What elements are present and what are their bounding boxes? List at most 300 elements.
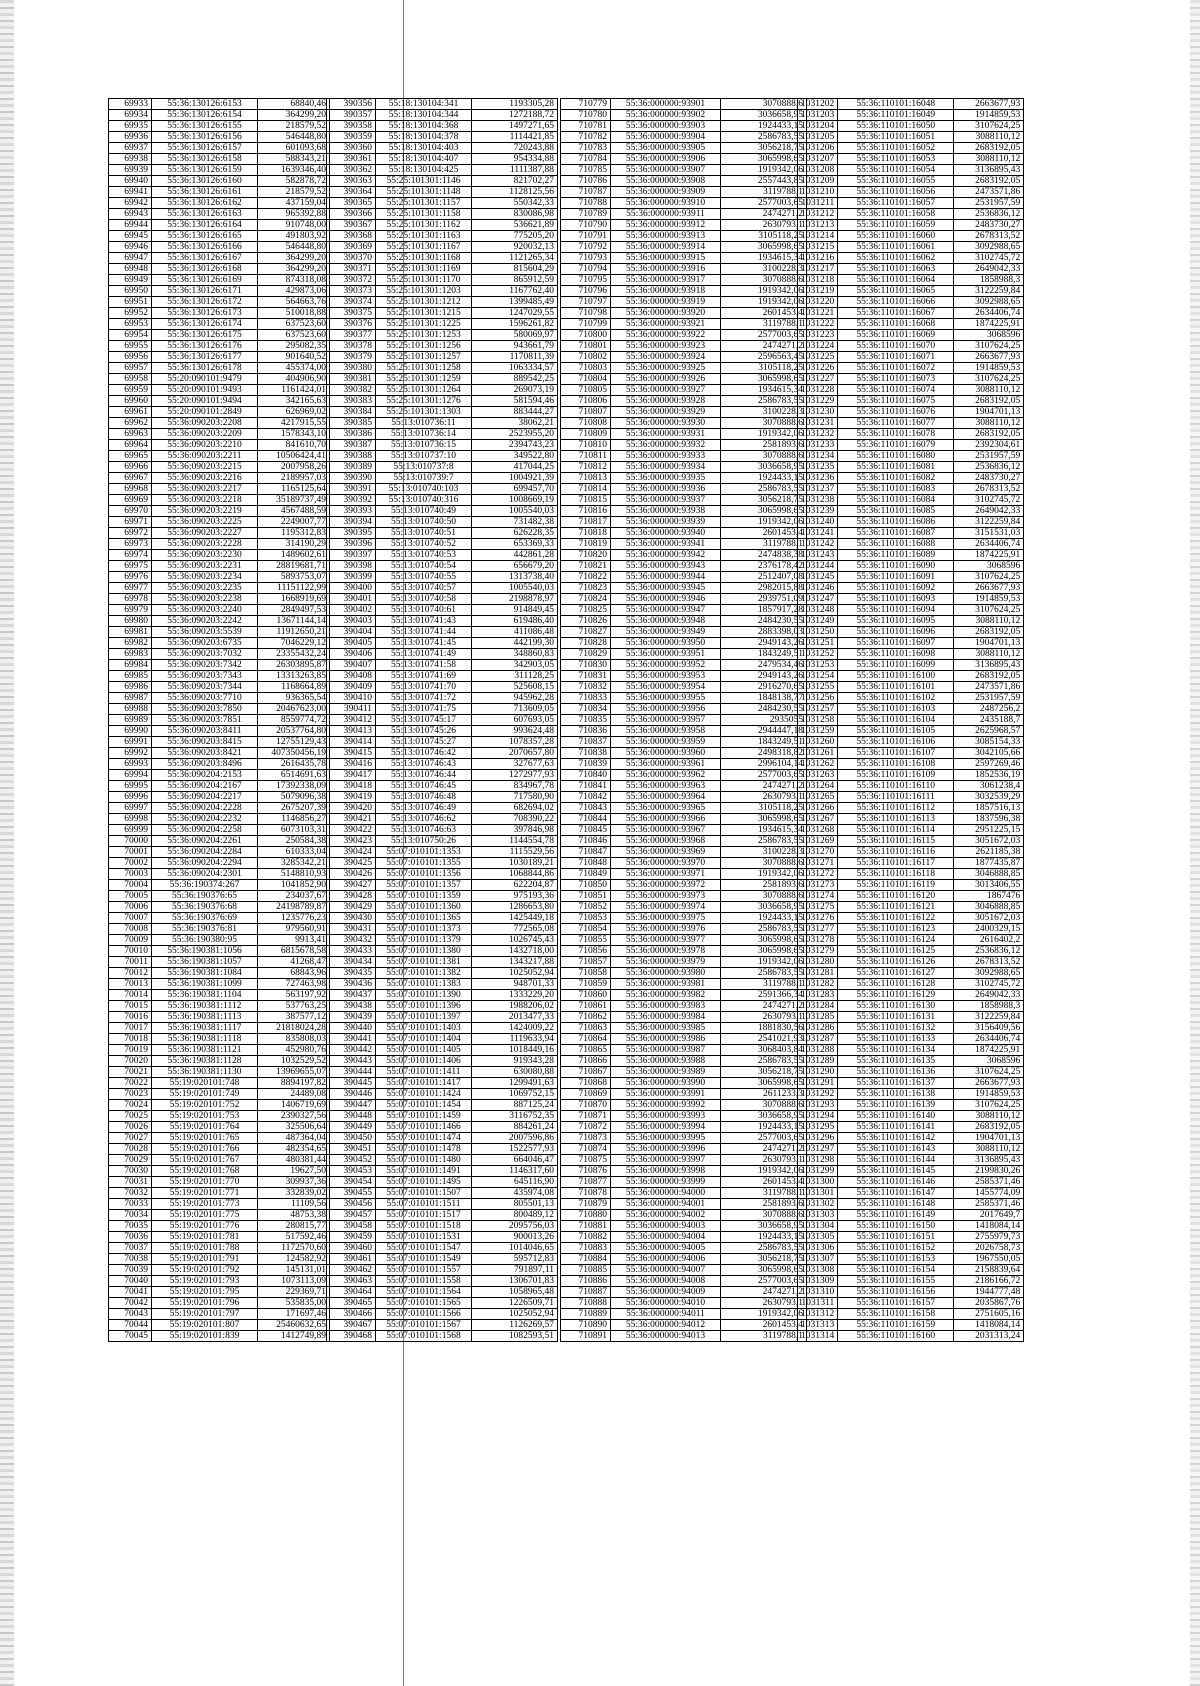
row-number: 710793 [561,253,611,264]
row-number: 1031284 [798,1001,838,1012]
cadastral-value: 3085154,33 [954,737,1024,748]
row-number: 1031250 [798,627,838,638]
table-row [327,451,558,462]
row-number: 69964 [109,440,152,451]
row-number: 390415 [327,748,376,759]
row-number: 1031253 [798,660,838,671]
row-number: 69950 [109,286,152,297]
table-row [109,1177,330,1188]
row-number: 390378 [327,341,376,352]
row-number: 69987 [109,693,152,704]
table-row [561,869,807,880]
row-number: 390407 [327,660,376,671]
table-row [109,1012,330,1023]
table-row [109,550,330,561]
cadastral-number: 55:13:010741:70 [376,682,472,693]
row-number: 70043 [109,1309,152,1320]
cadastral-number: 55:36:130126:6163 [152,209,258,220]
row-number: 69948 [109,264,152,275]
cadastral-number: 55:36:130126:6153 [152,99,258,110]
cadastral-number: 55:36:110101:16087 [838,528,954,539]
row-number: 390447 [327,1100,376,1111]
row-number: 1031307 [798,1254,838,1265]
cadastral-number: 55:36:090203:2234 [152,572,258,583]
table-row [327,704,558,715]
cadastral-value: 435974,08 [472,1188,558,1199]
cadastral-number: 55:13:010746:62 [376,814,472,825]
row-number: 1031298 [798,1155,838,1166]
cadastral-number: 55:36:000000:94006 [611,1254,721,1265]
cadastral-value: 1121265,34 [472,253,558,264]
row-number: 1031308 [798,1265,838,1276]
table-row [109,671,330,682]
row-number: 1031279 [798,946,838,957]
cadastral-value: 3088110,12 [954,385,1024,396]
row-number: 69967 [109,473,152,484]
table-row [327,209,558,220]
cadastral-number: 55:36:000000:93984 [611,1012,721,1023]
row-number: 69940 [109,176,152,187]
cadastral-value: 2683192,05 [954,176,1024,187]
row-number: 390451 [327,1144,376,1155]
cadastral-number: 55:36:090203:8421 [152,748,258,759]
table-row [327,176,558,187]
cadastral-number: 55:36:130126:6178 [152,363,258,374]
cadastral-value: 821702,27 [472,176,558,187]
cadastral-value: 145131,01 [258,1265,330,1276]
table-row [561,1331,807,1342]
cadastral-value: 1026745,43 [472,935,558,946]
cadastral-number: 55:18:130104:341 [376,99,472,110]
row-number: 1031268 [798,825,838,836]
cadastral-number: 55:07:010101:1382 [376,968,472,979]
cadastral-value: 3119788,1 [721,319,807,330]
cadastral-number: 55:36:000000:93980 [611,968,721,979]
cadastral-value: 948701,33 [472,979,558,990]
cadastral-value: 2523955,20 [472,429,558,440]
table-row [109,880,330,891]
cadastral-value: 411086,48 [472,627,558,638]
cadastral-number: 55:36:000000:94004 [611,1232,721,1243]
row-number: 70022 [109,1078,152,1089]
table-row [798,209,1024,220]
row-number: 69998 [109,814,152,825]
table-row [109,528,330,539]
row-number: 710870 [561,1100,611,1111]
row-number: 1031202 [798,99,838,110]
cadastral-value: 1919342,06 [721,517,807,528]
row-number: 1031216 [798,253,838,264]
row-number: 390453 [327,1166,376,1177]
row-number: 69984 [109,660,152,671]
cadastral-value: 2601453,4 [721,1320,807,1331]
row-number: 710863 [561,1023,611,1034]
cadastral-value: 1432718,00 [472,946,558,957]
cadastral-value: 2683192,05 [954,429,1024,440]
cadastral-number: 55:36:110101:16107 [838,748,954,759]
table-row [327,1122,558,1133]
table-row [561,385,807,396]
cadastral-value: 1424009,22 [472,1023,558,1034]
table-row [327,1056,558,1067]
cadastral-value: 17392338,09 [258,781,330,792]
cadastral-value: 404906,90 [258,374,330,385]
table-row [109,1001,330,1012]
cadastral-value: 23355432,24 [258,649,330,660]
row-number: 710816 [561,506,611,517]
table-row [561,352,807,363]
cadastral-number: 55:36:000000:93908 [611,176,721,187]
cadastral-number: 55:07:010101:1406 [376,1056,472,1067]
table-row [327,836,558,847]
cadastral-value: 342903,05 [472,660,558,671]
cadastral-value: 1934615,34 [721,253,807,264]
row-number: 710807 [561,407,611,418]
cadastral-number: 55:36:090204:2167 [152,781,258,792]
table-row [798,649,1024,660]
cadastral-number: 55:36:090203:2230 [152,550,258,561]
table-row [798,1254,1024,1265]
table-row [327,1232,558,1243]
cadastral-value: 2095756,03 [472,1221,558,1232]
row-number: 390459 [327,1232,376,1243]
cadastral-number: 55:25:101301:1264 [376,385,472,396]
cadastral-number: 55:25:101301:1157 [376,198,472,209]
row-number: 390467 [327,1320,376,1331]
cadastral-value: 3122259,84 [954,286,1024,297]
row-number: 710803 [561,363,611,374]
row-number: 710795 [561,275,611,286]
table-row [561,297,807,308]
table-row [109,319,330,330]
cadastral-number: 55:36:110101:16134 [838,1045,954,1056]
table-row [561,1309,807,1320]
table-row [561,946,807,957]
table-row [798,165,1024,176]
row-number: 1031286 [798,1023,838,1034]
row-number: 69975 [109,561,152,572]
cadastral-number: 55:36:000000:93935 [611,473,721,484]
cadastral-value: 800489,12 [472,1210,558,1221]
cadastral-value: 407350456,19 [258,748,330,759]
row-number: 710868 [561,1078,611,1089]
table-row [327,1298,558,1309]
cadastral-value: 2474271,2 [721,1287,807,1298]
cadastral-number: 55:07:010101:1403 [376,1023,472,1034]
cadastral-number: 55:36:110101:16055 [838,176,954,187]
table-row [109,1089,330,1100]
table-row [327,495,558,506]
table-row [561,539,807,550]
cadastral-number: 55:36:090203:7032 [152,649,258,660]
row-number: 390425 [327,858,376,869]
table-row [561,1210,807,1221]
row-number: 710867 [561,1067,611,1078]
row-number: 710783 [561,143,611,154]
cadastral-value: 3105118,25 [721,231,807,242]
row-number: 710882 [561,1232,611,1243]
cadastral-value: 884261,24 [472,1122,558,1133]
cadastral-value: 2394743,23 [472,440,558,451]
row-number: 1031226 [798,363,838,374]
cadastral-number: 55:19:020101:776 [152,1221,258,1232]
table-row [109,462,330,473]
cadastral-number: 55:36:110101:16149 [838,1210,954,1221]
cadastral-value: 311128,25 [472,671,558,682]
cadastral-value: 1924433,15 [721,913,807,924]
table-row [798,572,1024,583]
cadastral-number: 55:36:000000:93986 [611,1034,721,1045]
cadastral-value: 2630793,1 [721,220,807,231]
cadastral-number: 55:07:010101:1355 [376,858,472,869]
row-number: 1031232 [798,429,838,440]
table-row [561,319,807,330]
row-number: 70009 [109,935,152,946]
row-number: 69968 [109,484,152,495]
row-number: 1031269 [798,836,838,847]
row-number: 390391 [327,484,376,495]
cadastral-number: 55:13:010746:48 [376,792,472,803]
cadastral-number: 55:36:110101:16050 [838,121,954,132]
table-row [109,1331,330,1342]
cadastral-number: 55:36:110101:16084 [838,495,954,506]
cadastral-value: 12755129,43 [258,737,330,748]
row-number: 1031305 [798,1232,838,1243]
cadastral-number: 55:36:090204:2284 [152,847,258,858]
cadastral-value: 1025052,94 [472,1309,558,1320]
table-row [561,671,807,682]
row-number: 710808 [561,418,611,429]
cadastral-value: 791897,11 [472,1265,558,1276]
table-row [798,583,1024,594]
row-number: 1031312 [798,1309,838,1320]
table-row [109,484,330,495]
cadastral-value: 2601453,4 [721,528,807,539]
table-row [561,495,807,506]
table-row [109,1210,330,1221]
cadastral-value: 2586783,55 [721,968,807,979]
cadastral-number: 55:36:000000:93969 [611,847,721,858]
table-row [798,913,1024,924]
cadastral-number: 55:36:000000:93973 [611,891,721,902]
table-row [109,242,330,253]
row-number: 1031227 [798,374,838,385]
table-row [798,781,1024,792]
cadastral-value: 2017649,7 [954,1210,1024,1221]
table-row [798,693,1024,704]
cadastral-value: 2751605,16 [954,1309,1024,1320]
table-row [109,1232,330,1243]
table-row [561,924,807,935]
table-row [109,1221,330,1232]
table-row [327,99,558,110]
cadastral-value: 841610,70 [258,440,330,451]
cadastral-value: 3105118,25 [721,803,807,814]
table-row [109,891,330,902]
table-row [109,451,330,462]
cadastral-number: 55:36:110101:16154 [838,1265,954,1276]
cadastral-number: 55:36:000000:93942 [611,550,721,561]
table-row [327,242,558,253]
row-number: 710805 [561,385,611,396]
cadastral-number: 55:36:090203:2210 [152,440,258,451]
row-number: 69954 [109,330,152,341]
row-number: 1031293 [798,1100,838,1111]
cadastral-value: 229369,71 [258,1287,330,1298]
table-row [798,286,1024,297]
cadastral-value: 979560,91 [258,924,330,935]
table-row [798,1276,1024,1287]
cadastral-value: 3136895,43 [954,660,1024,671]
row-number: 390380 [327,363,376,374]
cadastral-number: 55:36:110101:16124 [838,935,954,946]
cadastral-number: 55:36:110101:16091 [838,572,954,583]
cadastral-number: 55:07:010101:1558 [376,1276,472,1287]
table-row [109,209,330,220]
cadastral-number: 55:20:090101:9494 [152,396,258,407]
row-number: 1031252 [798,649,838,660]
table-row [798,462,1024,473]
cadastral-number: 55:07:010101:1549 [376,1254,472,1265]
cadastral-value: 2070657,80 [472,748,558,759]
row-number: 390388 [327,451,376,462]
cadastral-value: 1272977,93 [472,770,558,781]
table-row [561,176,807,187]
cadastral-value: 1170811,39 [472,352,558,363]
cadastral-value: 314190,29 [258,539,330,550]
table-row [109,748,330,759]
table-row [327,418,558,429]
cadastral-value: 2581893,6 [721,440,807,451]
cadastral-number: 55:36:110101:16049 [838,110,954,121]
row-number: 710850 [561,880,611,891]
cadastral-number: 55:36:110101:16116 [838,847,954,858]
cadastral-number: 55:36:000000:93992 [611,1100,721,1111]
row-number: 70005 [109,891,152,902]
cadastral-value: 1919342,06 [721,869,807,880]
table-row [327,1254,558,1265]
cadastral-number: 55:36:000000:93924 [611,352,721,363]
cadastral-number: 55:36:130126:6171 [152,286,258,297]
cadastral-number: 55:07:010101:1491 [376,1166,472,1177]
row-number: 1031208 [798,165,838,176]
row-number: 69976 [109,572,152,583]
cadastral-value: 2581893,6 [721,880,807,891]
table-row [798,957,1024,968]
cadastral-value: 3036658,95 [721,1111,807,1122]
row-number: 70031 [109,1177,152,1188]
row-number: 1031280 [798,957,838,968]
cadastral-number: 55:13:010741:58 [376,660,472,671]
cadastral-value: 6815678,58 [258,946,330,957]
cadastral-value: 772565,08 [472,924,558,935]
cadastral-number: 55:36:190381:1121 [152,1045,258,1056]
row-number: 390362 [327,165,376,176]
table-row [109,1188,330,1199]
cadastral-number: 55:19:020101:764 [152,1122,258,1133]
table-row [561,627,807,638]
row-number: 1031288 [798,1045,838,1056]
cadastral-value: 630080,88 [472,1067,558,1078]
cadastral-value: 2512407,08 [721,572,807,583]
row-number: 1031254 [798,671,838,682]
table-row [109,704,330,715]
table-row [109,165,330,176]
cadastral-number: 55:13:010740:53 [376,550,472,561]
table-row [327,682,558,693]
cadastral-number: 55:07:010101:1531 [376,1232,472,1243]
row-number: 69957 [109,363,152,374]
cadastral-value: 2484230,55 [721,704,807,715]
cadastral-number: 55:07:010101:1356 [376,869,472,880]
cadastral-value: 563197,92 [258,990,330,1001]
table-row [798,825,1024,836]
cadastral-number: 55:19:020101:768 [152,1166,258,1177]
cadastral-number: 55:25:101301:1257 [376,352,472,363]
cadastral-value: 2474271,2 [721,1144,807,1155]
row-number: 69990 [109,726,152,737]
table-row [561,781,807,792]
cadastral-number: 55:13:010741:49 [376,649,472,660]
table-row [798,1331,1024,1342]
cadastral-number: 55:36:000000:93994 [611,1122,721,1133]
cadastral-number: 55:19:020101:793 [152,1276,258,1287]
row-number: 390385 [327,418,376,429]
cadastral-value: 3070888,6 [721,99,807,110]
cadastral-number: 55:36:190381:1104 [152,990,258,1001]
row-number: 1031310 [798,1287,838,1298]
table-row [327,825,558,836]
cadastral-number: 55:36:110101:16106 [838,737,954,748]
table-row [327,1155,558,1166]
row-number: 69936 [109,132,152,143]
cadastral-number: 55:19:020101:781 [152,1232,258,1243]
row-number: 1031212 [798,209,838,220]
table-row [327,649,558,660]
cadastral-value: 1867476 [954,891,1024,902]
cadastral-number: 55:36:090203:2209 [152,429,258,440]
table-row [561,363,807,374]
cadastral-value: 954334,88 [472,154,558,165]
row-number: 69965 [109,451,152,462]
cadastral-value: 920032,13 [472,242,558,253]
cadastral-number: 55:36:000000:94012 [611,1320,721,1331]
cadastral-number: 55:36:110101:16155 [838,1276,954,1287]
cadastral-number: 55:36:190380:95 [152,935,258,946]
scan-edge-right [1190,0,1200,1686]
row-number: 390417 [327,770,376,781]
cadastral-value: 1235776,23 [258,913,330,924]
cadastral-value: 2483730,27 [954,220,1024,231]
cadastral-value: 1874225,91 [954,319,1024,330]
cadastral-number: 55:25:101301:1163 [376,231,472,242]
table-row [798,1309,1024,1320]
table-row [561,803,807,814]
cadastral-number: 55:25:101301:1256 [376,341,472,352]
cadastral-number: 55:36:090203:2219 [152,506,258,517]
row-number: 70017 [109,1023,152,1034]
cadastral-value: 2473571,86 [954,682,1024,693]
table-row [561,572,807,583]
row-number: 69980 [109,616,152,627]
row-number: 69958 [109,374,152,385]
table-row [109,1199,330,1210]
table-row [109,264,330,275]
cadastral-value: 1843249,51 [721,649,807,660]
table-row [327,363,558,374]
row-number: 710832 [561,682,611,693]
cadastral-number: 55:36:090203:2227 [152,528,258,539]
